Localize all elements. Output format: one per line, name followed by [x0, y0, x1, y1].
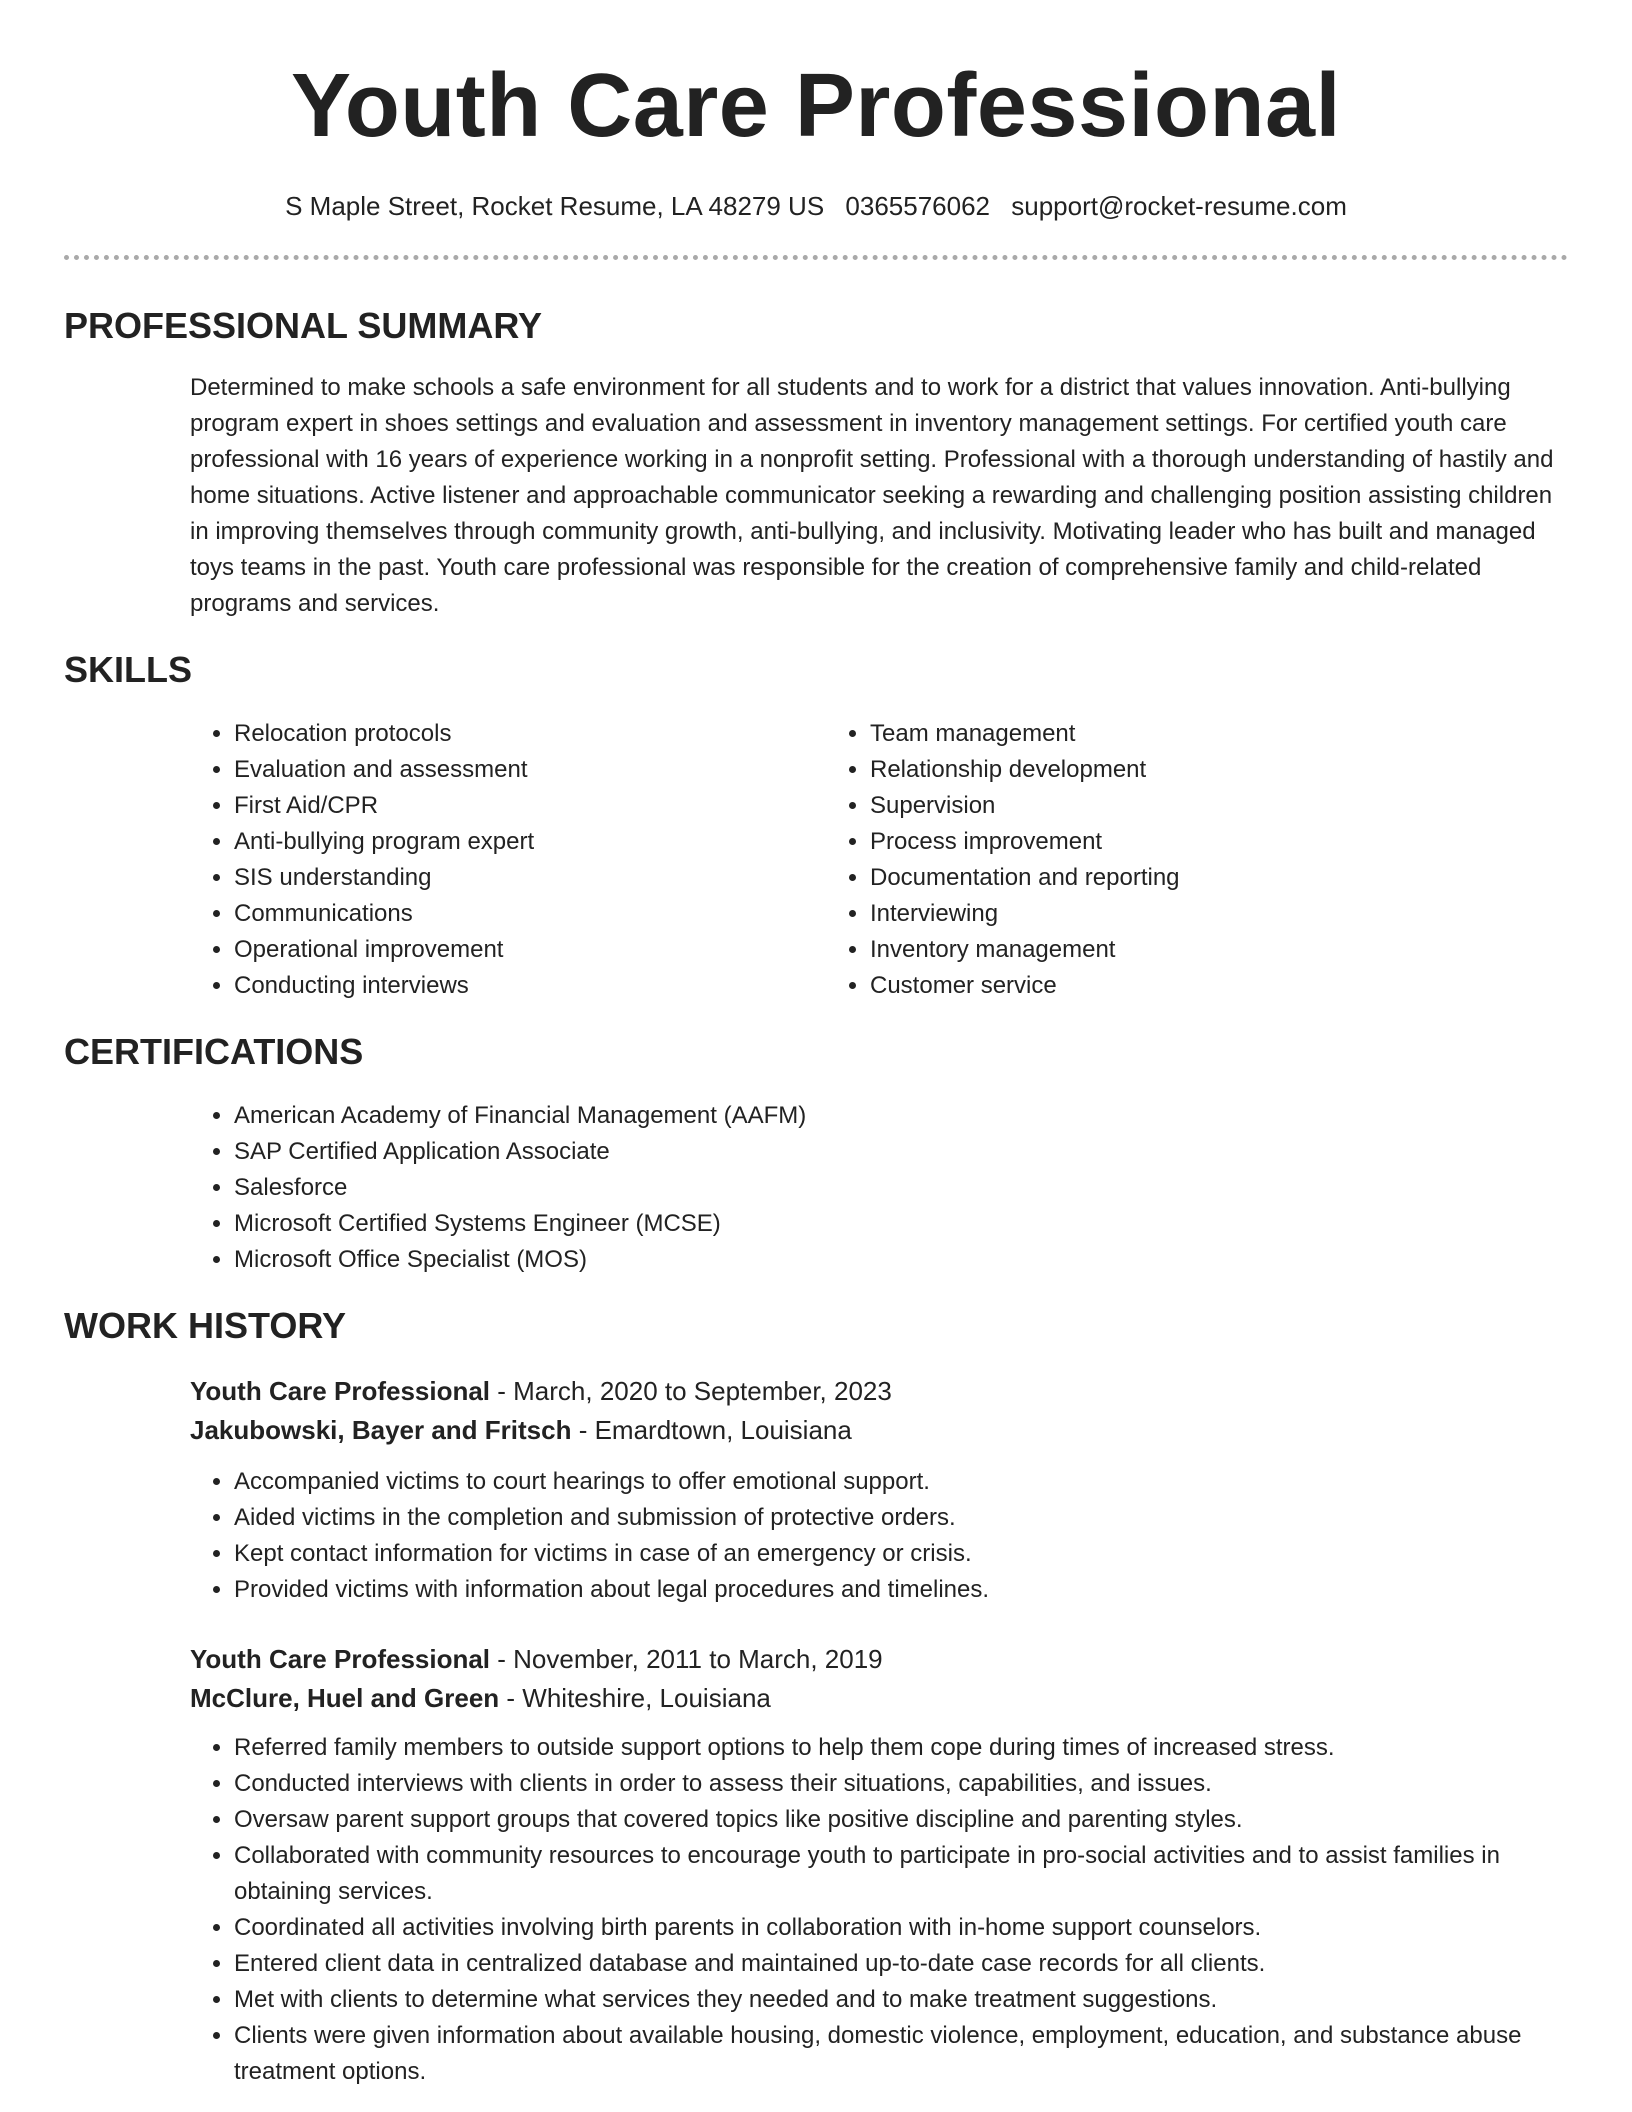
job-duties-list	[190, 1464, 1568, 1608]
job-dates: - November, 2011 to March, 2019	[490, 1644, 883, 1674]
job-duty: • Coordinated all activities involving birth parents in collaboration with in-home support counselors.	[234, 1910, 1568, 1946]
job-role-line	[190, 1372, 1568, 1411]
skill-item: • First Aid/CPR	[234, 788, 826, 824]
job-role-line	[190, 1640, 1568, 1679]
contact-email: support@rocket-resume.com	[1011, 191, 1347, 221]
certification-item: • SAP Certified Application Associate	[234, 1134, 1568, 1170]
job-company: McClure, Huel and Green	[190, 1683, 500, 1713]
skills-heading: SKILLS	[64, 649, 193, 690]
skill-item: • Process improvement	[870, 824, 1462, 860]
header-divider	[64, 255, 1568, 260]
skill-item: • Inventory management	[870, 932, 1462, 968]
certification-item: • American Academy of Financial Management (AAFM)	[234, 1098, 1568, 1134]
job-duty: • Entered client data in centralized database and maintained up-to-date case records for all clients.	[234, 1946, 1568, 1982]
work-history-heading: WORK HISTORY	[64, 1305, 347, 1346]
job-duty: • Referred family members to outside support options to help them cope during times of increased stress.	[234, 1730, 1568, 1766]
skill-item: • Relationship development	[870, 752, 1462, 788]
skills-list	[190, 716, 1568, 1004]
skill-item: • Communications	[234, 896, 826, 932]
contact-phone: 0365576062	[845, 191, 991, 221]
job-duty: • Collaborated with community resources to encourage youth to participate in pro-social activities and to assist families in obtaining services.	[234, 1838, 1568, 1910]
job-company-line	[190, 1411, 1568, 1450]
certifications-list	[190, 1098, 1568, 1278]
job-duty: • Provided victims with information about legal procedures and timelines.	[234, 1572, 1568, 1608]
job-duty: • Aided victims in the completion and submission of protective orders.	[234, 1500, 1568, 1536]
job-duty: • Oversaw parent support groups that covered topics like positive discipline and parenting styles.	[234, 1802, 1568, 1838]
job-duty: • Kept contact information for victims in case of an emergency or crisis.	[234, 1536, 1568, 1572]
job-dates: - March, 2020 to September, 2023	[490, 1376, 892, 1406]
job-duty: • Accompanied victims to court hearings to offer emotional support.	[234, 1464, 1568, 1500]
skill-item: • Evaluation and assessment	[234, 752, 826, 788]
skill-item: • Interviewing	[870, 896, 1462, 932]
skill-item: • SIS understanding	[234, 860, 826, 896]
job-company: Jakubowski, Bayer and Fritsch	[190, 1415, 572, 1445]
summary-text: Determined to make schools a safe environment for all students and to work for a district that values innovation. Anti-bullying program expert in shoes settings and evaluation and assessment in inventory management settings. For certified youth care professional with 16 years of experience working in a nonprofit setting. Professional with a thorough understanding of hastily and home situations. Active listener and approachable communicator seeking a rewarding and challenging position assisting children in improving themselves through community growth, anti-bullying, and inclusivity. Motivating leader who has built and managed toys teams in the past. Youth care professional was responsible for the creation of comprehensive family and child-related programs and services.	[190, 374, 1554, 617]
job-duty: • Conducted interviews with clients in order to assess their situations, capabilities, and issues.	[234, 1766, 1568, 1802]
certification-item: • Microsoft Certified Systems Engineer (MCSE)	[234, 1206, 1568, 1242]
skills-column-left	[190, 716, 826, 1004]
job-location: - Whiteshire, Louisiana	[499, 1683, 771, 1713]
skill-item: • Anti-bullying program expert	[234, 824, 826, 860]
job-entry	[190, 1372, 1568, 1608]
job-role: Youth Care Professional	[190, 1644, 491, 1674]
contact-address: S Maple Street, Rocket Resume, LA 48279 US	[285, 191, 825, 221]
skill-item: • Documentation and reporting	[870, 860, 1462, 896]
job-entry	[190, 1640, 1568, 2090]
job-role: Youth Care Professional	[190, 1376, 491, 1406]
summary-heading: PROFESSIONAL SUMMARY	[64, 305, 543, 346]
job-duty: • Met with clients to determine what services they needed and to make treatment suggestions.	[234, 1982, 1568, 2018]
contact-line	[64, 190, 1568, 222]
skill-item: • Relocation protocols	[234, 716, 826, 752]
certifications-heading: CERTIFICATIONS	[64, 1031, 364, 1072]
skill-item: • Team management	[870, 716, 1462, 752]
skill-item: • Customer service	[870, 968, 1462, 1004]
certification-item: • Microsoft Office Specialist (MOS)	[234, 1242, 1568, 1278]
job-duty: • Clients were given information about available housing, domestic violence, employment, education, and substance abuse treatment options.	[234, 2018, 1568, 2090]
job-company-line	[190, 1679, 1568, 1718]
resume-name: Youth Care Professional	[290, 56, 1342, 156]
job-location: - Emardtown, Louisiana	[571, 1415, 852, 1445]
skill-item: • Supervision	[870, 788, 1462, 824]
skill-item: • Operational improvement	[234, 932, 826, 968]
job-duties-list	[190, 1730, 1568, 2090]
skills-column-right	[826, 716, 1462, 1004]
certification-item: • Salesforce	[234, 1170, 1568, 1206]
skill-item: • Conducting interviews	[234, 968, 826, 1004]
